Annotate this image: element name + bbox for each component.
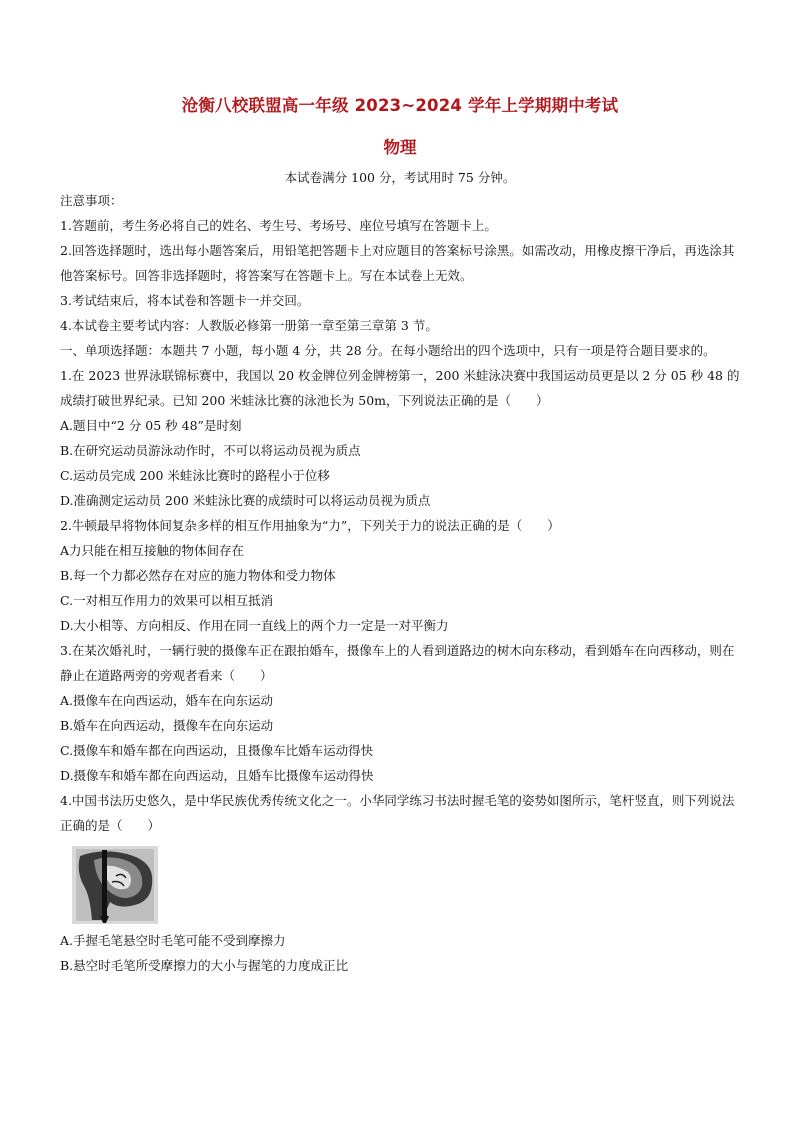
option-a: A力只能在相互接触的物体间存在 [60, 543, 245, 558]
option-a: A.题目中“2 分 05 秒 48”是时刻 [60, 418, 242, 433]
question-2 [60, 513, 740, 638]
exam-title: 沧衡八校联盟高一年级 2023~2024 学年上学期期中考试 [181, 96, 619, 115]
question-1 [60, 363, 740, 513]
question-stem: 4.中国书法历史悠久，是中华民族优秀传统文化之一。小华同学练习书法时握毛笔的姿势如图所示，笔杆竖直，则下列说法正确的是（ ） [60, 793, 735, 833]
option-b: B.悬空时毛笔所受摩擦力的大小与握笔的力度成正比 [60, 958, 349, 973]
exam-meta: 本试卷满分 100 分，考试用时 75 分钟。 [284, 170, 516, 185]
note-item: 1.答题前，考生务必将自己的姓名、考生号、考场号、座位号填写在答题卡上。 [60, 218, 497, 233]
exam-page [60, 94, 740, 978]
option-a: A.手握毛笔悬空时毛笔可能不受到摩擦力 [60, 933, 286, 948]
option-d: D.大小相等、方向相反、作用在同一直线上的两个力一定是一对平衡力 [60, 618, 449, 633]
option-c: C.运动员完成 200 米蛙泳比赛时的路程小于位移 [60, 468, 330, 483]
option-b: B.每一个力都必然存在对应的施力物体和受力物体 [60, 568, 336, 583]
option-b: B.婚车在向西运动，摄像车在向东运动 [60, 718, 274, 733]
option-c: C.摄像车和婚车都在向西运动，且摄像车比婚车运动得快 [60, 743, 374, 758]
option-d: D.摄像车和婚车都在向西运动，且婚车比摄像车运动得快 [60, 768, 374, 783]
option-b: B.在研究运动员游泳动作时，不可以将运动员视为质点 [60, 443, 361, 458]
question-stem: 1.在 2023 世界泳联锦标赛中，我国以 20 枚金牌位列金牌榜第一，200 米蛙泳决赛中我国运动员更是以 2 分 05 秒 48 的成绩打破世界纪录。已知 200 米蛙泳比赛的泳池长为 50m，下列说法正确的是（ ） [60, 368, 740, 408]
question-4 [60, 788, 740, 978]
note-item: 4.本试卷主要考试内容：人教版必修第一册第一章至第三章第 3 节。 [60, 318, 438, 333]
notes-section [60, 188, 740, 338]
section-heading: 一、单项选择题：本题共 7 小题，每小题 4 分，共 28 分。在每小题给出的四个选项中，只有一项是符合题目要求的。 [60, 343, 716, 358]
option-a: A.摄像车在向西运动，婚车在向东运动 [60, 693, 274, 708]
notes-heading: 注意事项： [60, 193, 123, 208]
exam-subject: 物理 [383, 138, 417, 157]
hand-holding-brush-illustration [72, 846, 158, 924]
option-c: C.一对相互作用力的效果可以相互抵消 [60, 593, 274, 608]
question-stem: 2.牛顿最早将物体间复杂多样的相互作用抽象为“力”，下列关于力的说法正确的是（ ） [60, 518, 560, 533]
question-3 [60, 638, 740, 788]
note-item: 2.回答选择题时，选出每小题答案后，用铅笔把答题卡上对应题目的答案标号涂黑。如需改动，用橡皮擦干净后，再选涂其他答案标号。回答非选择题时，将答案写在答题卡上。写在本试卷上无效。 [60, 243, 735, 283]
option-d: D.准确测定运动员 200 米蛙泳比赛的成绩时可以将运动员视为质点 [60, 493, 431, 508]
note-item: 3.考试结束后，将本试卷和答题卡一并交回。 [60, 293, 310, 308]
brush-holding-figure [72, 846, 158, 924]
question-stem: 3.在某次婚礼时，一辆行驶的摄像车正在跟拍婚车，摄像车上的人看到道路边的树木向东移动，看到婚车在向西移动，则在静止在道路两旁的旁观者看来（ ） [60, 643, 735, 683]
